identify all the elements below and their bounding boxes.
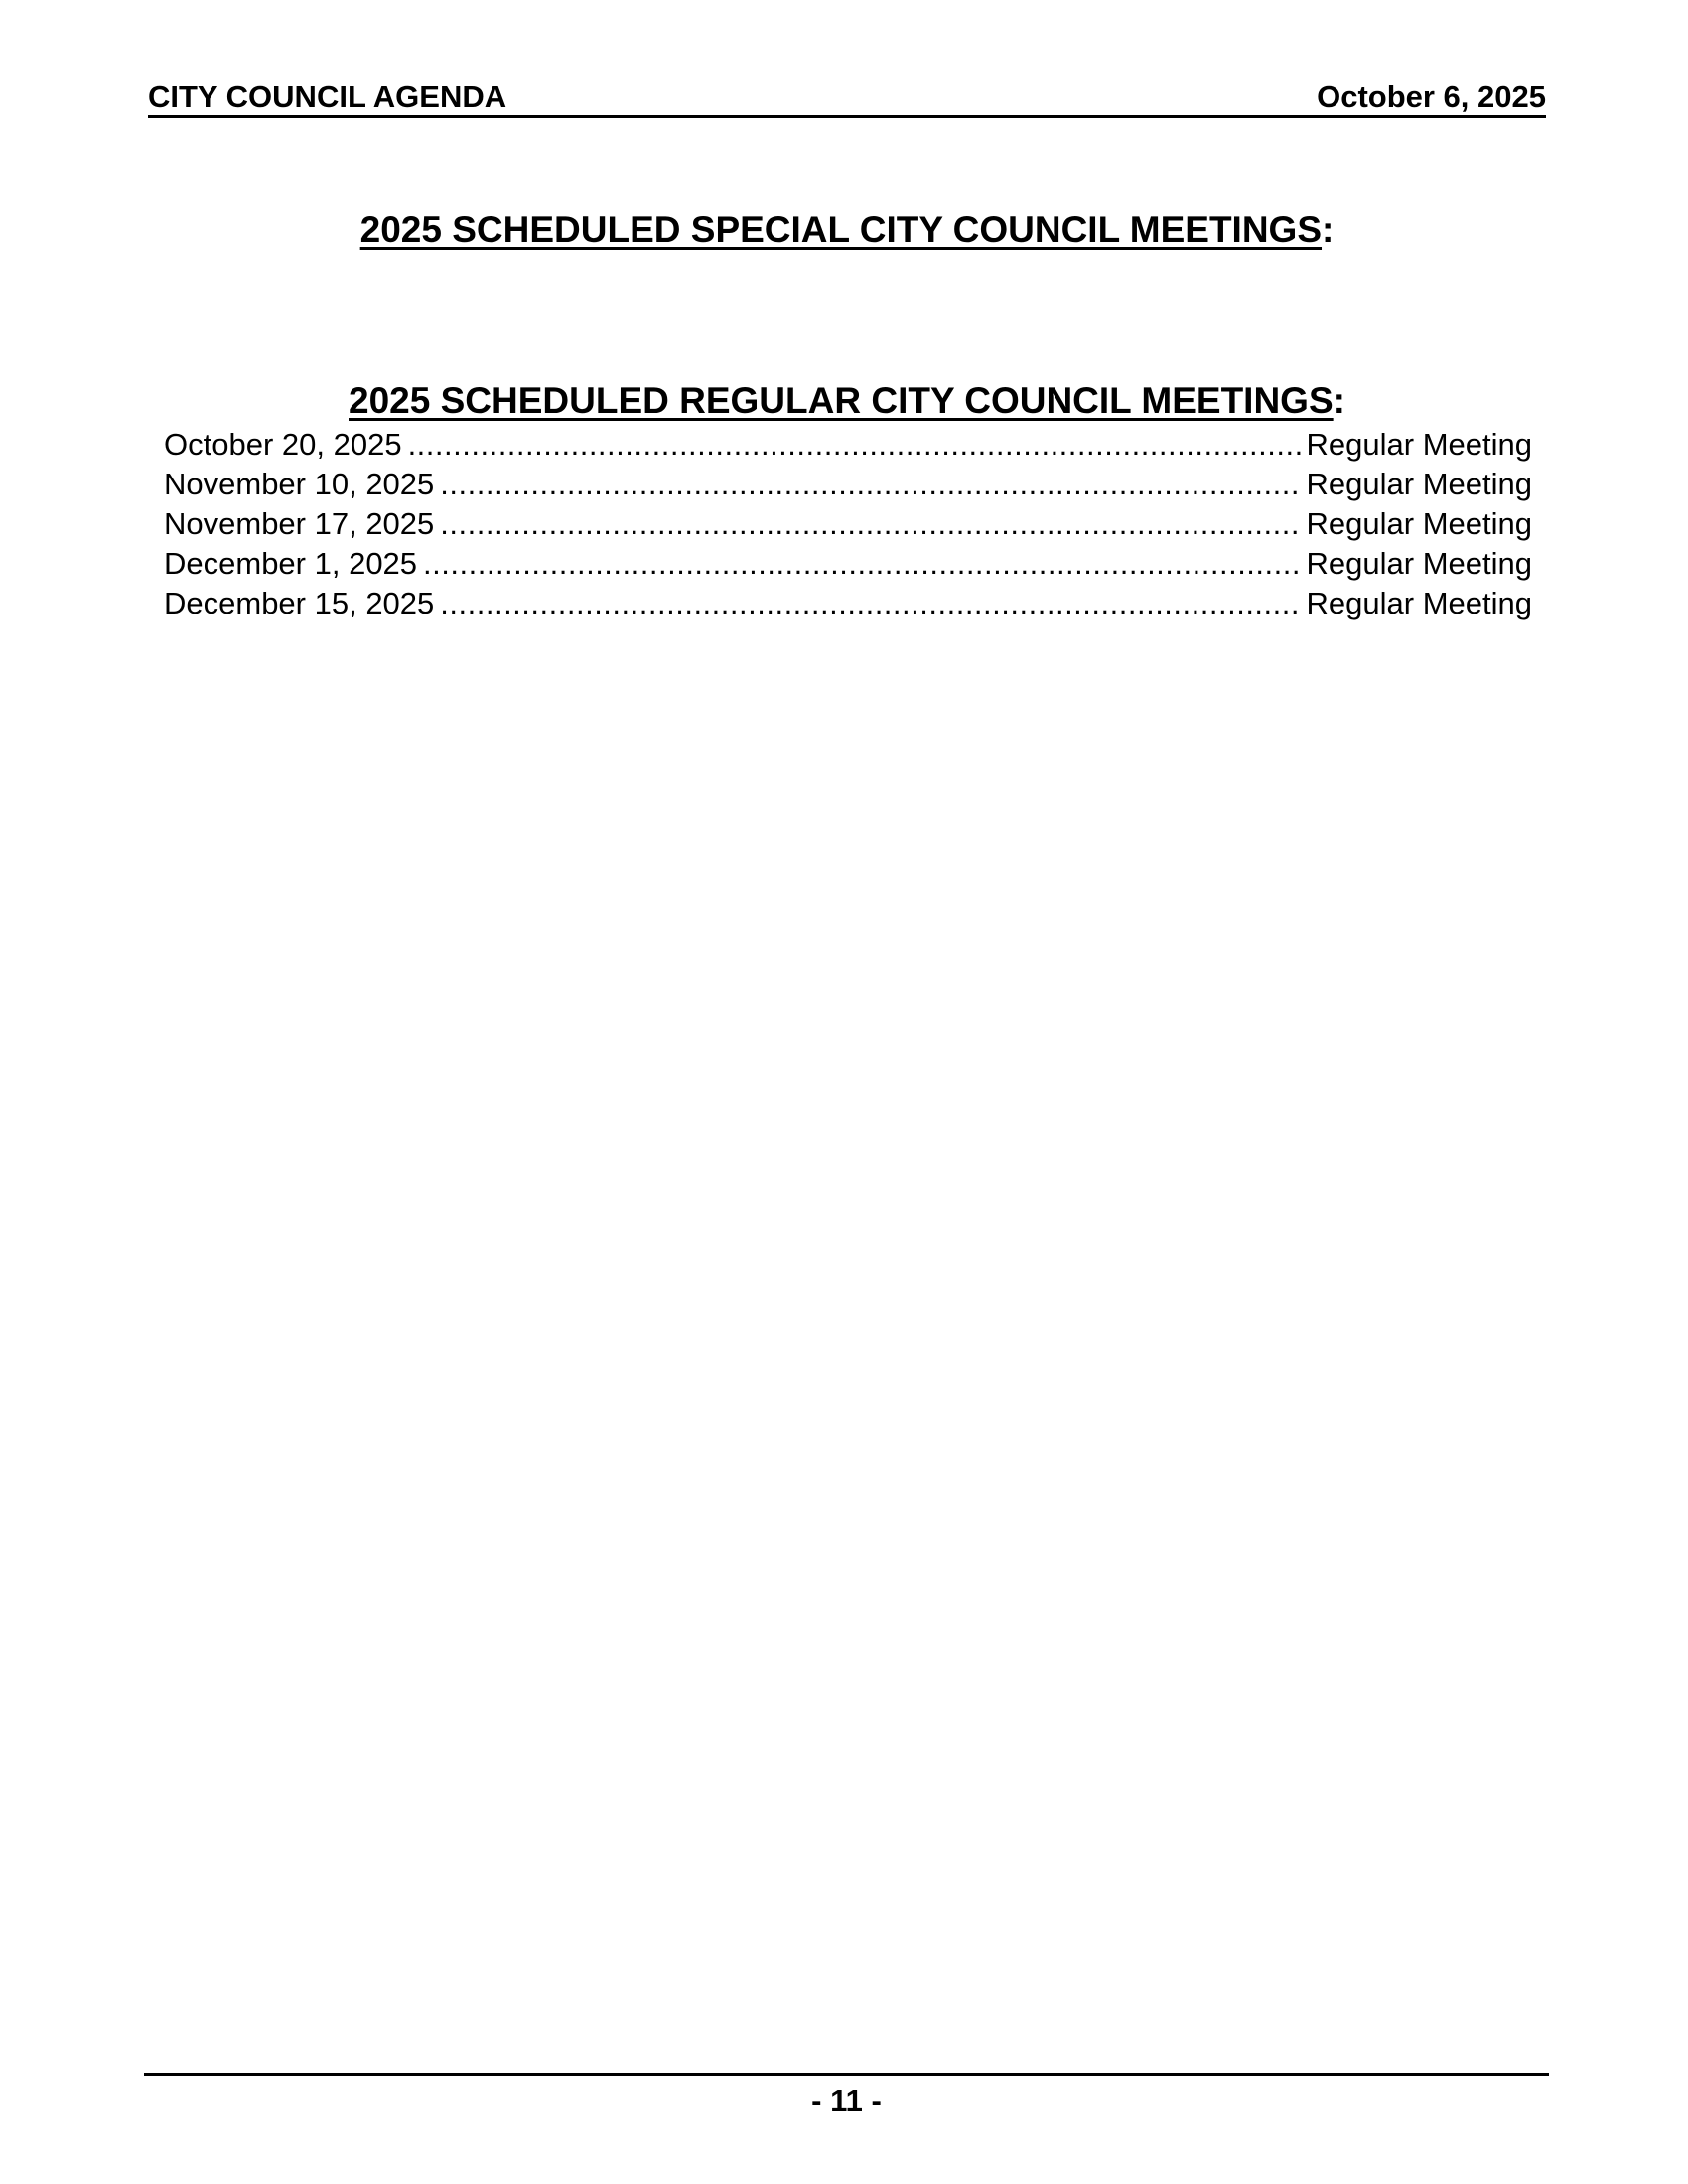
regular-meetings-list (164, 425, 1532, 623)
special-meetings-heading (148, 208, 1546, 252)
special-meetings-heading-colon: : (1322, 209, 1335, 250)
meeting-type: Regular Meeting (1306, 506, 1532, 541)
meeting-date: November 10, 2025 (164, 467, 435, 501)
regular-meetings-heading-colon: : (1333, 380, 1345, 421)
dot-leader (440, 465, 1300, 504)
list-item (164, 425, 1532, 465)
list-item (164, 504, 1532, 544)
dot-leader (440, 504, 1300, 544)
meeting-type: Regular Meeting (1306, 546, 1532, 581)
dot-leader (423, 544, 1300, 584)
meeting-date: December 15, 2025 (164, 586, 435, 620)
list-item (164, 465, 1532, 504)
regular-meetings-heading-text: 2025 SCHEDULED REGULAR CITY COUNCIL MEETINGS (349, 380, 1334, 421)
dot-leader (440, 584, 1300, 623)
agenda-date: October 6, 2025 (1317, 79, 1546, 114)
footer-divider (144, 2073, 1549, 2076)
meeting-type: Regular Meeting (1306, 427, 1532, 462)
meeting-date: December 1, 2025 (164, 546, 418, 581)
list-item (164, 544, 1532, 584)
regular-meetings-heading (148, 379, 1546, 423)
special-meetings-heading-text: 2025 SCHEDULED SPECIAL CITY COUNCIL MEETINGS (359, 209, 1323, 250)
agenda-title: CITY COUNCIL AGENDA (148, 79, 507, 114)
meeting-type: Regular Meeting (1306, 586, 1532, 620)
page-number: - 11 - (811, 2083, 882, 2117)
page-header (148, 79, 1546, 118)
meeting-date: November 17, 2025 (164, 506, 435, 541)
list-item (164, 584, 1532, 623)
meeting-date: October 20, 2025 (164, 427, 402, 462)
meeting-type: Regular Meeting (1306, 467, 1532, 501)
dot-leader (408, 425, 1301, 465)
